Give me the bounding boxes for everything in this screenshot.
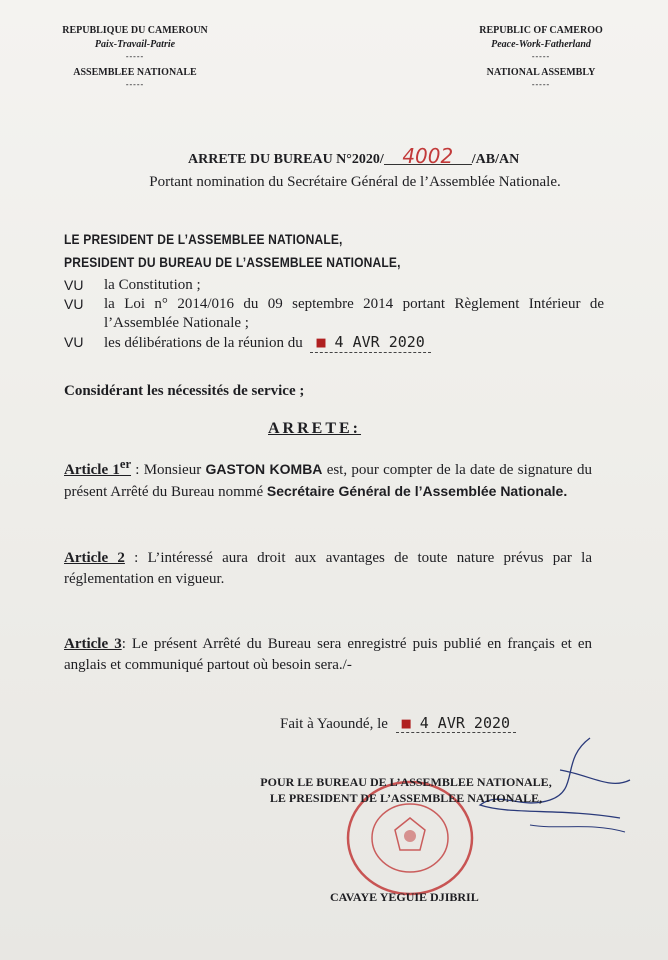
president-line-1: LE PRESIDENT DE L’ASSEMBLEE NATIONALE, [64,231,343,247]
assembly-name-en: NATIONAL ASSEMBLY [486,67,596,78]
vu-text: la Constitution ; [104,277,201,293]
article-2-text: : L’intéressé aura droit aux avantages de toute nature prévus par la réglementation en vigueur. [64,550,592,587]
motto-en: Peace-Work-Fatherland [491,39,591,50]
header-divider: ----- [125,80,145,89]
president-line-2: PRESIDENT DU BUREAU DE L’ASSEMBLEE NATIONALE, [64,254,401,270]
title-prefix: ARRETE DU BUREAU N°2020/ [188,152,384,167]
vu-text: la Loi n° 2014/016 du 09 septembre 2014 portant Règlement Intérieur de l’Assemblée Nationale ; [104,296,604,331]
place-text: Fait à Yaoundé, le [280,716,388,732]
header-divider: ----- [125,52,145,61]
date-stamp-text-2: 4 AVR 2020 [419,714,511,732]
title-suffix: /AB/AN [471,152,520,167]
date-stamp: ■ 4 AVR 2020 [310,333,430,353]
header-left [40,24,230,90]
date-stamp: ■ 4 AVR 2020 [396,714,516,733]
article-1-text-middle: est, pour compter de la date de signature du présent Arrêté du Bureau nommé [64,462,592,500]
article-2-label: Article 2 [64,550,125,566]
signature-line-2: LE PRESIDENT DE L’ASSEMBLEE NATIONALE, [269,791,543,805]
signature-block [226,774,586,806]
article-2 [64,548,592,590]
appointee-name: GASTON KOMBA [205,461,323,477]
article-3-text: : Le présent Arrêté du Bureau sera enregistré puis publié en français et en anglais et communiqué partout où besoin sera./- [64,636,592,673]
vu-item [64,295,604,333]
considerant-line: Considérant les nécessités de service ; [64,383,305,399]
article-3-label: Article 3 [64,636,122,652]
vu-item [64,333,604,353]
appointed-post: Secrétaire Général de l’Assemblée Nationale. [266,483,568,499]
vu-text: les délibérations de la réunion du [104,335,303,351]
handwritten-decree-number: 4002 [384,148,472,165]
article-1-label: Article 1er [64,457,132,478]
country-name-fr: REPUBLIQUE DU CAMEROUN [62,25,208,36]
article-1-colon: : [131,462,140,478]
article-1 [64,454,592,503]
header-right [446,24,636,90]
motto-fr: Paix-Travail-Patrie [94,39,176,50]
arrete-heading: ARRETE: [268,420,362,437]
vu-key: VU [64,277,84,293]
assembly-name-fr: ASSEMBLEE NATIONALE [73,67,197,78]
country-name-en: REPUBLIC OF CAMEROO [479,25,603,36]
vu-list [64,276,604,353]
vu-key: VU [64,334,84,350]
header-divider: ----- [531,52,551,61]
vu-item [64,276,604,295]
decree-subtitle: Portant nomination du Secrétaire Général de l’Assemblée Nationale. [149,174,561,190]
vu-text-wrapper [104,333,604,353]
header-divider: ----- [531,80,551,89]
article-1-text: Monsieur [139,462,206,478]
president-heading [64,228,401,274]
signature-line-1: POUR LE BUREAU DE L’ASSEMBLEE NATIONALE, [260,775,552,789]
article-3 [64,634,592,676]
decree-title [188,144,520,168]
vu-key: VU [64,296,84,312]
date-stamp-text: 4 AVR 2020 [334,333,425,351]
signer-name: CAVAYE YEGUIE DJIBRIL [330,890,479,904]
